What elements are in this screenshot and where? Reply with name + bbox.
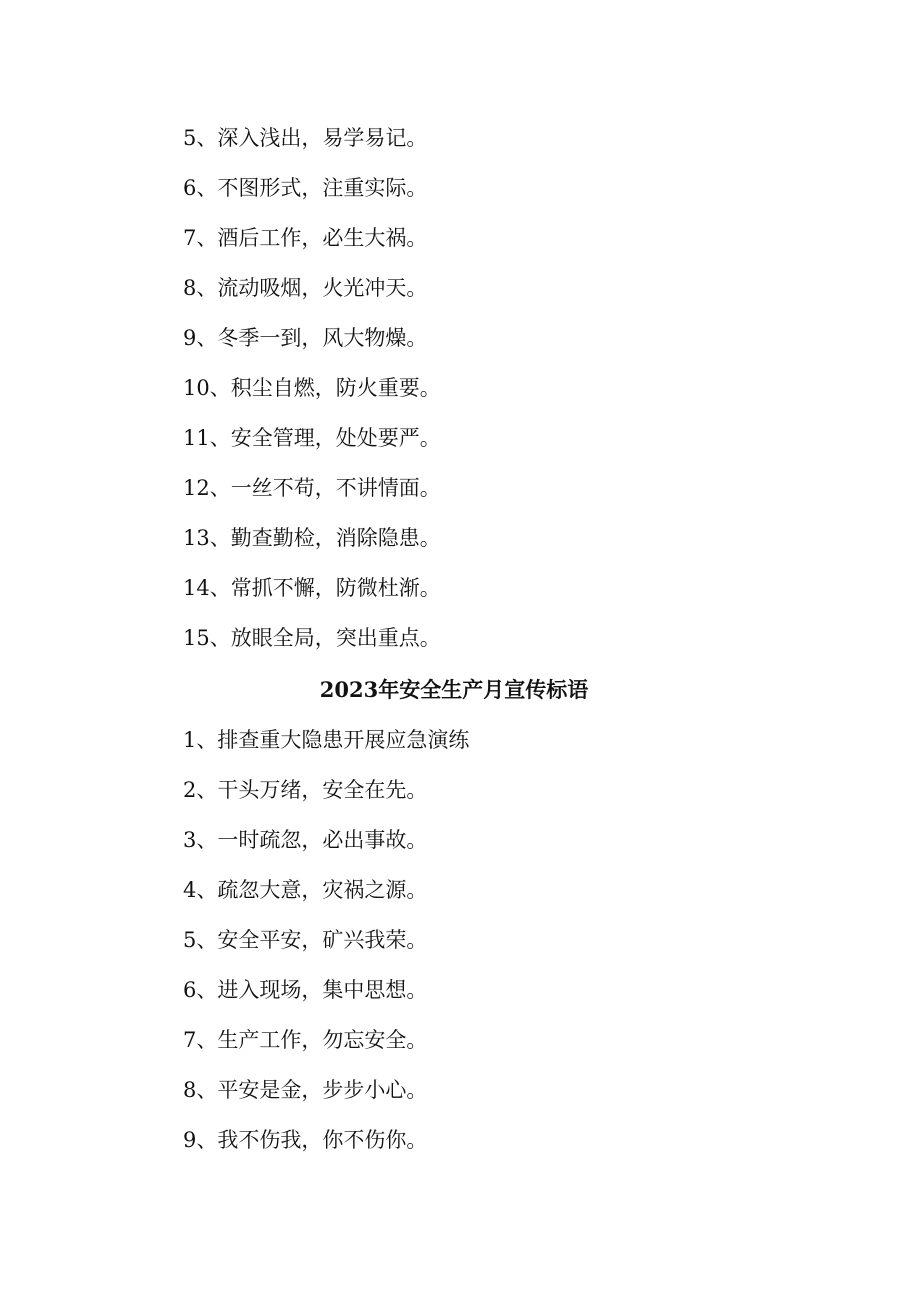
list-item: 9、冬季一到，风大物燥。 <box>183 326 428 350</box>
list-item: 5、安全平安，矿兴我荣。 <box>183 928 428 952</box>
list-item: 15、放眼全局，突出重点。 <box>183 626 441 650</box>
list-item: 9、我不伤我，你不伤你。 <box>183 1128 428 1152</box>
slogan-list-top <box>183 125 441 675</box>
list-item: 13、勤查勤检，消除隐患。 <box>183 526 441 550</box>
list-item: 11、安全管理，处处要严。 <box>183 426 441 450</box>
list-item: 8、流动吸烟，火光冲天。 <box>183 276 428 300</box>
list-item: 1、排查重大隐患开展应急演练 <box>183 728 470 752</box>
list-item: 2、干头万绪，安全在先。 <box>183 778 428 802</box>
list-item: 3、一时疏忽，必出事故。 <box>183 828 428 852</box>
list-item: 6、不图形式，注重实际。 <box>183 176 428 200</box>
slogan-list-bottom <box>183 727 469 1177</box>
list-item: 10、积尘自燃，防火重要。 <box>183 376 441 400</box>
list-item: 4、疏忽大意，灾祸之源。 <box>183 878 428 902</box>
list-item: 6、进入现场，集中思想。 <box>183 978 428 1002</box>
list-item: 5、深入浅出，易学易记。 <box>183 126 428 150</box>
list-item: 7、酒后工作，必生大祸。 <box>183 226 428 250</box>
list-item: 14、常抓不懈，防微杜渐。 <box>183 576 441 600</box>
list-item: 7、生产工作，勿忘安全。 <box>183 1028 428 1052</box>
section-title: 2023年安全生产月宣传标语 <box>319 677 589 702</box>
list-item: 8、平安是金，步步小心。 <box>183 1078 428 1102</box>
list-item: 12、一丝不苟，不讲情面。 <box>183 476 441 500</box>
